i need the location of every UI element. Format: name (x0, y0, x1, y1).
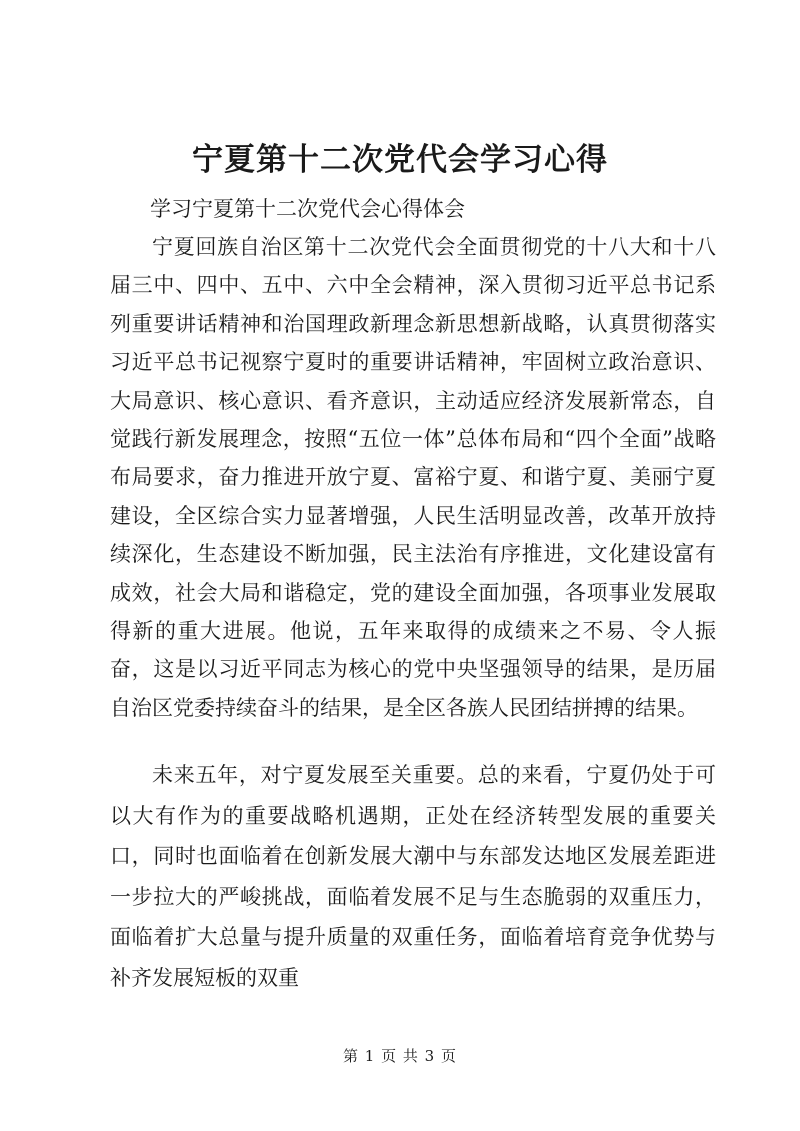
document-subtitle: 学习宁夏第十二次党代会心得体会 (150, 197, 465, 221)
page-title: 宁夏第十二次党代会学习心得 (192, 142, 608, 178)
body-paragraph-1: 宁夏回族自治区第十二次党代会全面贯彻党的十八大和十八届三中、四中、五中、六中全会精神，深入贯彻习近平总书记系列重要讲话精神和治国理政新理念新思想新战略，认真贯彻落实习近平总书记视察宁夏时的重要讲话精神，牢固树立政治意识、大局意识、核心意识、看齐意识，主动适应经济发展新常态，自觉践行新发展理念，按照“五位一体”总体布局和“四个全面”战略布局要求，奋力推进开放宁夏、富裕宁夏、和谐宁夏、美丽宁夏建设，全区综合实力显著增强，人民生活明显改善，改革开放持续深化，生态建设不断加强，民主法治有序推进，文化建设富有成效，社会大局和谐稳定，党的建设全面加强，各项事业发展取得新的重大进展。他说，五年来取得的成绩来之不易、令人振奋，这是以习近平同志为核心的党中央坚强领导的结果，是历届自治区党委持续奋斗的结果，是全区各族人民团结拼搏的结果。 (110, 235, 716, 720)
page-footer: 第 1 页 共 3 页 (343, 1047, 457, 1065)
body-paragraph-2: 未来五年，对宁夏发展至关重要。总的来看，宁夏仍处于可以大有作为的重要战略机遇期，正处在经济转型发展的重要关口，同时也面临着在创新发展大潮中与东部发达地区发展差距进一步拉大的严峻挑战，面临着发展不足与生态脆弱的双重压力，面临着扩大总量与提升质量的双重任务，面临着培育竞争优势与补齐发展短板的双重 (110, 763, 716, 990)
